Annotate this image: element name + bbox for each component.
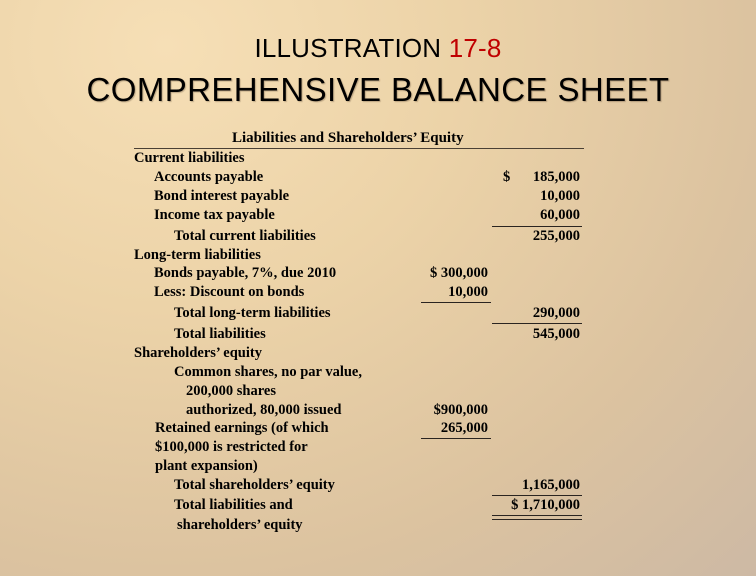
accounts-payable-amount: 185,000 bbox=[532, 169, 580, 185]
retained-earnings-amount: 265,000 bbox=[440, 420, 488, 436]
total-liabilities-label: Total liabilities bbox=[174, 326, 266, 342]
retained-earnings-line1: Retained earnings (of which bbox=[155, 420, 329, 436]
subtotal-rule bbox=[492, 495, 582, 496]
section-current-liabilities: Current liabilities bbox=[134, 150, 245, 166]
common-shares-amount: $900,000 bbox=[433, 402, 488, 418]
common-shares-line3: authorized, 80,000 issued bbox=[186, 402, 342, 418]
double-underline bbox=[492, 515, 582, 520]
common-shares-line2: 200,000 shares bbox=[186, 383, 276, 399]
grand-total-line1: Total liabilities and bbox=[174, 497, 293, 513]
accounts-payable-dollar: $ bbox=[503, 169, 511, 185]
income-tax-payable-label: Income tax payable bbox=[154, 207, 275, 223]
bond-interest-payable-label: Bond interest payable bbox=[154, 188, 290, 204]
section-shareholders-equity: Shareholders’ equity bbox=[134, 345, 262, 361]
section-long-term-liabilities: Long-term liabilities bbox=[134, 247, 261, 263]
grand-total-amount: $ 1,710,000 bbox=[511, 497, 580, 513]
grand-total-line2: shareholders’ equity bbox=[177, 517, 303, 533]
total-current-liabilities-label: Total current liabilities bbox=[174, 228, 316, 244]
bonds-payable-amount: $ 300,000 bbox=[430, 265, 488, 281]
heading-rule bbox=[134, 148, 584, 149]
income-tax-payable-amount: 60,000 bbox=[540, 207, 580, 223]
subtotal-rule bbox=[492, 323, 582, 324]
common-shares-line1: Common shares, no par value, bbox=[174, 364, 362, 380]
subtotal-rule bbox=[421, 302, 491, 303]
bond-interest-payable-amount: 10,000 bbox=[540, 188, 580, 204]
discount-on-bonds-label: Less: Discount on bonds bbox=[154, 284, 305, 300]
title-prefix: ILLUSTRATION bbox=[254, 33, 442, 63]
bonds-payable-label: Bonds payable, 7%, due 2010 bbox=[154, 265, 337, 281]
retained-earnings-line2: $100,000 is restricted for bbox=[155, 439, 308, 455]
total-long-term-liabilities-amount: 290,000 bbox=[532, 305, 580, 321]
accounts-payable-label: Accounts payable bbox=[154, 169, 264, 185]
total-current-liabilities-amount: 255,000 bbox=[532, 228, 580, 244]
slide-title-main: COMPREHENSIVE BALANCE SHEET bbox=[86, 71, 670, 108]
slide-title-illustration bbox=[0, 33, 756, 64]
discount-on-bonds-amount: 10,000 bbox=[448, 284, 488, 300]
total-shareholders-equity-amount: 1,165,000 bbox=[522, 477, 580, 493]
retained-earnings-line3: plant expansion) bbox=[155, 458, 258, 474]
illustration-number: 17-8 bbox=[448, 33, 502, 63]
total-shareholders-equity-label: Total shareholders’ equity bbox=[174, 477, 335, 493]
total-long-term-liabilities-label: Total long-term liabilities bbox=[174, 305, 331, 321]
total-liabilities-amount: 545,000 bbox=[532, 326, 580, 342]
subtotal-rule bbox=[492, 226, 582, 227]
subtotal-rule bbox=[421, 438, 491, 439]
sheet-heading: Liabilities and Shareholders’ Equity bbox=[232, 130, 464, 146]
